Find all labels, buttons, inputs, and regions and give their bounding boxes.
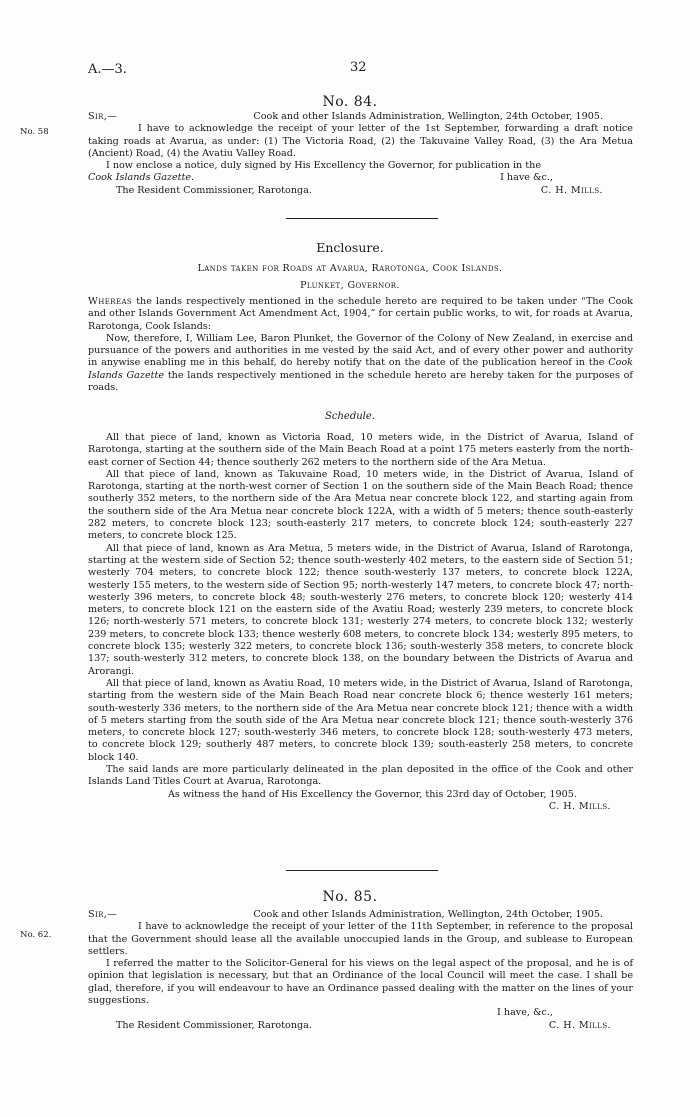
letter-84-addressee: The Resident Commissioner, Rarotonga. <box>116 184 312 196</box>
now-therefore-text-b: the lands respectively mentioned in the schedule hereto are hereby taken for the purposes of roads. <box>88 369 633 394</box>
schedule-paragraph-victoria-road: All that piece of land, known as Victoria Road, 10 meters wide, in the District of Avarua, Island of Rarotonga, starting at the southern side of the Main Beach Road at a point 175 meters easterly from the north-east corner of Section 44; thence southerly 262 meters to the northern side of the Ara Metua. <box>88 432 633 468</box>
letter-84-closing: I have &c., <box>500 172 553 184</box>
schedule-paragraph-plan-deposit: The said lands are more particularly delineated in the plan deposited in the office of the Cook and other Islands Land Titles Court at Avarua, Rarotonga. <box>88 764 633 788</box>
now-therefore-gazette-name: Cook Islands Gazette <box>88 357 633 381</box>
whereas-text: the lands respectively mentioned in the schedule hereto are required to be taken under “The Cook and other Islands Government Act Amendment Act, 1904,” for certain public works, to wit, for roads at Avarua, Rarotonga, Cook Islands: <box>88 296 633 332</box>
letter-85-side-reference: No. 62. <box>20 930 52 940</box>
letter-85-dateline: Cook and other Islands Administration, Wellington, 24th October, 1905. <box>253 909 603 920</box>
section-divider <box>286 218 438 219</box>
enclosure-heading: Enclosure. <box>316 240 384 255</box>
letter-85-addressee: The Resident Commissioner, Rarotonga. <box>116 1019 312 1031</box>
schedule-body <box>88 432 633 813</box>
letter-84-salutation: Sir,— <box>88 111 118 122</box>
schedule-heading: Schedule. <box>325 411 375 422</box>
now-therefore-paragraph <box>88 333 633 394</box>
letter-84-paragraph-2 <box>88 160 633 172</box>
enclosure-signature: C. H. Mills. <box>548 800 611 812</box>
letter-84-dateline: Cook and other Islands Administration, Wellington, 24th October, 1905. <box>253 111 603 122</box>
letter-85 <box>88 909 633 1032</box>
letter-84-signature: C. H. Mills. <box>540 184 603 196</box>
whereas-word: Whereas <box>88 296 133 307</box>
letter-85-number: No. 85. <box>322 889 378 905</box>
section-divider <box>286 870 438 871</box>
witness-line: As witness the hand of His Excellency the Governor, this 23rd day of October, 1905. <box>168 788 577 800</box>
schedule-paragraph-takuvaine-road: All that piece of land, known as Takuvaine Road, 10 meters wide, in the District of Avarua, Island of Rarotonga, starting at the north-west corner of Section 1 on the southern side of the Main Beach Road; thence southerly 352 meters, to the northern side of the Ara Metua near concrete block 122, and starting again from the southern side of the Ara Metua near concrete block 122A, with a width of 5 meters; thence south-easterly 282 meters, to concrete block 123; south-easterly 217 meters, to concrete block 124; south-easterly 227 meters, to concrete block 125. <box>88 468 633 542</box>
schedule-paragraph-avatiu-road: All that piece of land, known as Avatiu Road, 10 meters wide, in the District of Avarua, Island of Rarotonga, starting from the western side of the Main Beach Road near concrete block 6; thence westerly 161 meters; south-westerly 336 meters, to the northern side of the Ara Metua near concrete block 121; thence with a width of 5 meters starting from the south side of the Ara Metua near concrete block 121; thence south-westerly 376 meters, to concrete block 127; south-westerly 346 meters, to concrete block 128; south-westerly 473 meters, to concrete block 129; southerly 487 meters, to concrete block 139; south-easterly 258 meters, to concrete block 140. <box>88 677 633 763</box>
letter-84-side-reference: No. 58 <box>20 127 49 137</box>
letter-84-gazette-name: Cook Islands Gazette. <box>88 172 195 184</box>
letter-85-paragraph-2: I referred the matter to the Solicitor-General for his views on the legal aspect of the proposal, and he is of opinion that legislation is necessary, but that an Ordinance of the local Council will meet the case. I shall be glad, therefore, if you will endeavour to have an Ordinance passed dealing with the matter on the lines of your suggestions. <box>88 958 633 1007</box>
letter-84-paragraph-2-text: I now enclose a notice, duly signed by His Excellency the Governor, for publication in the <box>106 160 541 172</box>
schedule-paragraph-ara-metua: All that piece of land, known as Ara Metua, 5 meters wide, in the District of Avarua, Island of Rarotonga, starting at the western side of Section 52; thence south-westerly 402 meters, to the eastern side of Section 51; westerly 704 meters, to concrete block 122; thence south-westerly 137 meters, to concrete block 122A, westerly 155 meters, to the western side of Section 95; north-westerly 147 meters, to concrete block 47; north-westerly 396 meters, to concrete block 48; south-westerly 276 meters, to concrete block 120; westerly 414 meters, to concrete block 121 on the eastern side of the Avatiu Road; westerly 239 meters, to concrete block 126; north-westerly 571 meters, to concrete block 131; westerly 274 meters, to concrete block 132; westerly 239 meters, to concrete block 133; thence westerly 608 meters, to concrete block 134; westerly 895 meters, to concrete block 135; westerly 322 meters, to concrete block 136; south-westerly 358 meters, to concrete block 137; south-westerly 312 meters, to concrete block 138, on the boundary between the Districts of Avarua and Arorangi. <box>88 542 633 677</box>
enclosure-title: Lands taken for Roads at Avarua, Rarotonga, Cook Islands. <box>197 263 503 274</box>
page-number: 32 <box>350 60 367 75</box>
report-reference: A.—3. <box>88 62 127 77</box>
enclosure-preamble <box>88 296 633 394</box>
whereas-paragraph <box>88 296 633 333</box>
letter-85-closing: I have, &c., <box>497 1007 553 1019</box>
letter-85-signature: C. H. Mills. <box>548 1019 611 1031</box>
letter-85-salutation: Sir,— <box>88 909 118 920</box>
now-therefore-text-a: Now, therefore, I, William Lee, Baron Plunket, the Governor of the Colony of New Zealand, in exercise and pursuance of the powers and authorities in me vested by the said Act, and of every other power and authority in anywise enabling me in this behalf, do hereby notify that on the date of the publication hereof in the <box>88 332 633 369</box>
letter-84-number: No. 84. <box>322 94 378 110</box>
letter-85-paragraph-1: I have to acknowledge the receipt of your letter of the 11th September, in reference to the proposal that the Government should lease all the available unoccupied lands in the Group, and sublease to European settlers. <box>88 921 633 957</box>
enclosure-governor: Plunket, Governor. <box>300 280 400 291</box>
letter-84-paragraph-1: I have to acknowledge the receipt of your letter of the 1st September, forwarding a draft notice taking roads at Avarua, as under: (1) The Victoria Road, (2) the Takuvaine Valley Road, (3) the Ara Metua (Ancient) Road, (4) the Avatiu Valley Road. <box>88 123 633 159</box>
letter-84 <box>88 111 633 197</box>
